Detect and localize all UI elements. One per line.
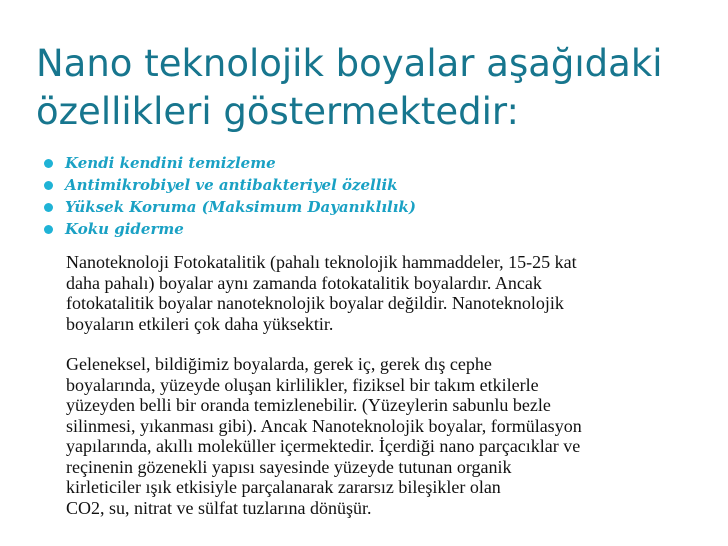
list-item (44, 174, 704, 196)
list-item-text: Kendi kendini temizleme (65, 154, 276, 172)
list-item-text: Koku giderme (65, 220, 184, 238)
list-item (44, 218, 704, 240)
list-item-text: Yüksek Koruma (Maksimum Dayanıklılık) (65, 198, 416, 216)
slide-title: Nano teknolojik boyalar aşağıdaki özellikleri göstermektedir: (36, 42, 663, 133)
paragraph-photocatalytic: Nanoteknoloji Fotokatalitik (pahalı teknolojik hammaddeler, 15-25 kat daha pahalı) boyalar aynı zamanda fotokatalitik boyalardır. Ancak fotokatalitik boyalar nanoteknolojik boyalar değildir. Nanoteknolojik boyaların etkileri çok daha yüksektir. (66, 252, 577, 334)
list-item-text: Antimikrobiyel ve antibakteriyel özellik (65, 176, 398, 194)
body-text (66, 252, 706, 518)
bullet-dot-icon (44, 181, 53, 190)
bullet-dot-icon (44, 225, 53, 234)
feature-list (44, 152, 704, 240)
paragraph-conventional: Geleneksel, bildiğimiz boyalarda, gerek iç, gerek dış cephe boyalarında, yüzeyde oluşan kirlilikler, fiziksel bir takım etkilerle yüzeyden belli bir oranda temizlenebilir. (Yüzeylerin sabunlu bezle silinmesi, yıkanması gibi). Ancak Nanoteknolojik boyalar, formülasyon yapılarında, akıllı moleküller içermektedir. İçerdiği nano parçacıklar ve reçinenin gözenekli yapısı sayesinde yüzeyde tutunan organik kirleticiler ışık etkisiyle parçalanarak zararsız bileşikler olan CO2, su, nitrat ve sülfat tuzlarına dönüşür. (66, 354, 582, 518)
bullet-dot-icon (44, 159, 53, 168)
bullet-dot-icon (44, 203, 53, 212)
list-item (44, 152, 704, 174)
list-item (44, 196, 704, 218)
